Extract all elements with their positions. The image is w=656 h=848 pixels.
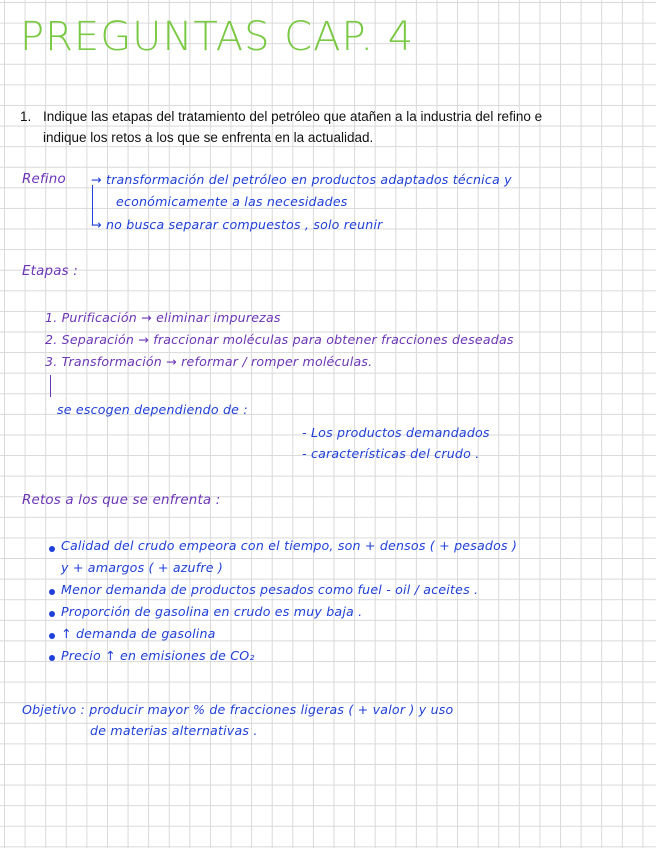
bullet — [49, 546, 55, 552]
refino-line-1: → transformación del petróleo en productos adaptados técnica y — [91, 172, 512, 187]
bullet — [49, 655, 55, 661]
refino-line-3: → no busca separar compuestos , solo reunir — [91, 217, 383, 232]
objetivo-line-2: de materias alternativas . — [90, 723, 258, 738]
reto-item-2: Menor demanda de productos pesados como fuel - oil / aceites . — [61, 582, 479, 597]
etapas-factor-2: - características del crudo . — [302, 446, 480, 461]
etapa-step-2: 2. Separación → fraccionar moléculas para obtener fracciones deseadas — [45, 332, 514, 347]
reto-item-4: ↑ demanda de gasolina — [61, 626, 216, 641]
retos-label: Retos a los que se enfrenta : — [22, 493, 221, 508]
objetivo-line-1: Objetivo : producir mayor % de fracciones ligeras ( + valor ) y uso — [22, 702, 454, 717]
page-title: PREGUNTAS CAP. 4 — [20, 14, 415, 60]
bullet — [49, 633, 55, 639]
question-number: 1. — [20, 109, 32, 124]
bullet — [49, 611, 55, 617]
etapas-depends: se escogen dependiendo de : — [57, 402, 248, 417]
reto-item-1-continuation: y + amargos ( + azufre ) — [61, 560, 224, 575]
etapa-step-3: 3. Transformación → reformar / romper moléculas. — [45, 354, 373, 369]
refino-label: Refino — [22, 172, 66, 187]
bullet — [49, 589, 55, 595]
question-line-1: Indique las etapas del tratamiento del petróleo que atañen a la industria del refino e — [43, 109, 543, 124]
etapa-step-1: 1. Purificación → eliminar impurezas — [45, 310, 281, 325]
reto-item-1: Calidad del crudo empeora con el tiempo, son + densos ( + pesados ) — [61, 538, 518, 553]
etapas-arrow — [50, 375, 51, 397]
reto-item-3: Proporción de gasolina en crudo es muy baja . — [61, 604, 363, 619]
question-line-2: indique los retos a los que se enfrenta en la actualidad. — [43, 130, 374, 145]
etapas-factor-1: - Los productos demandados — [302, 425, 490, 440]
etapas-label: Etapas : — [22, 264, 78, 279]
reto-item-5: Precio ↑ en emisiones de CO₂ — [61, 648, 255, 663]
refino-line-2: económicamente a las necesidades — [116, 194, 348, 209]
